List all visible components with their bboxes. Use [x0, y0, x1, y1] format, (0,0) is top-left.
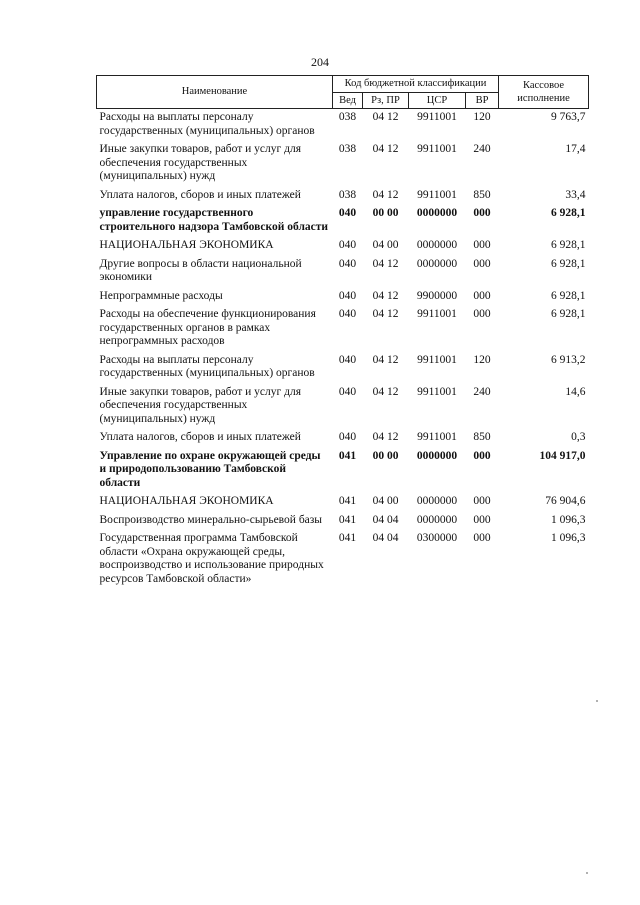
- row-amount: 0,3: [571, 431, 586, 443]
- row-csr: 9900000: [416, 289, 458, 302]
- row-ved: 041: [338, 513, 357, 526]
- row-name: Расходы на обеспечение функционирования государственных органов в рамках непрограммных расходов: [99, 308, 316, 347]
- row-vr: 120: [473, 353, 491, 366]
- row-rz-pr: 04 12: [372, 431, 399, 443]
- row-name: Уплата налогов, сборов и иных платежей: [99, 188, 301, 201]
- row-vr: 000: [473, 308, 491, 320]
- row-vr: 000: [473, 207, 491, 219]
- row-vr: 000: [473, 257, 491, 270]
- table-row: [97, 530, 589, 589]
- row-ved: 040: [338, 385, 357, 398]
- row-name: Иные закупки товаров, работ и услуг для обеспечения государственных (муниципальных) нужд: [99, 143, 301, 182]
- row-ved: 040: [338, 289, 357, 302]
- row-rz-pr: 04 12: [372, 289, 399, 302]
- header-cash-execution: Кассовое исполнение: [499, 76, 589, 109]
- row-rz-pr: 04 12: [372, 308, 399, 320]
- row-ved: 041: [338, 495, 357, 507]
- row-ved: 040: [338, 353, 357, 366]
- row-name: Воспроизводство минерально-сырьевой базы: [99, 513, 323, 526]
- row-ved: 038: [338, 143, 357, 155]
- row-rz-pr: 04 00: [372, 239, 399, 251]
- row-csr: 9911001: [417, 431, 457, 443]
- row-vr: 240: [473, 143, 491, 155]
- row-rz-pr: 04 04: [372, 513, 399, 526]
- row-ved: 038: [338, 188, 357, 201]
- row-amount: 1 096,3: [551, 513, 586, 526]
- row-amount: 6 928,1: [551, 207, 586, 219]
- row-amount: 6 928,1: [551, 289, 586, 302]
- table-row-department: [97, 205, 589, 237]
- table-body: [97, 109, 589, 590]
- row-name: НАЦИОНАЛЬНАЯ ЭКОНОМИКА: [99, 239, 274, 251]
- row-ved: 040: [338, 207, 357, 219]
- row-vr: 000: [473, 289, 491, 302]
- scan-speck: [596, 700, 598, 702]
- row-amount: 104 917,0: [539, 449, 586, 462]
- scan-speck: [586, 872, 588, 874]
- table-row: [97, 512, 589, 531]
- table-row: [97, 306, 589, 352]
- row-name: Расходы на выплаты персоналу государственных (муниципальных) органов: [99, 353, 315, 379]
- row-amount: 9 763,7: [551, 111, 586, 123]
- row-csr: 0000000: [416, 257, 458, 270]
- row-ved: 040: [338, 308, 357, 320]
- row-vr: 000: [473, 239, 491, 251]
- row-name: Уплата налогов, сборов и иных платежей: [99, 431, 301, 443]
- row-vr: 240: [473, 385, 491, 398]
- table-row: [97, 187, 589, 206]
- row-rz-pr: 04 12: [372, 353, 399, 366]
- row-ved: 038: [338, 111, 357, 123]
- table-row: [97, 141, 589, 187]
- row-vr: 000: [473, 495, 491, 507]
- row-amount: 17,4: [565, 143, 586, 155]
- row-amount: 76 904,6: [545, 495, 586, 507]
- row-name: Государственная программа Тамбовской области «Охрана окружающей среды, воспроизводство и использование природных ресурсов Тамбовской области»: [99, 532, 324, 585]
- row-amount: 6 913,2: [551, 353, 586, 366]
- row-vr: 000: [473, 449, 491, 462]
- row-amount: 6 928,1: [551, 239, 586, 251]
- row-csr: 0000000: [416, 495, 458, 507]
- budget-table: [96, 75, 589, 589]
- table-header: [97, 76, 589, 109]
- row-csr: 9911001: [417, 353, 457, 366]
- row-ved: 041: [338, 449, 357, 462]
- row-csr: 9911001: [417, 188, 457, 201]
- table-row: [97, 237, 589, 256]
- row-csr: 0300000: [416, 532, 458, 544]
- row-csr: 9911001: [417, 308, 457, 320]
- row-csr: 9911001: [417, 385, 457, 398]
- row-name: Иные закупки товаров, работ и услуг для обеспечения государственных (муниципальных) нужд: [99, 385, 301, 425]
- table-row: [97, 493, 589, 512]
- row-csr: 0000000: [416, 513, 458, 526]
- row-rz-pr: 00 00: [372, 449, 399, 462]
- row-vr: 120: [473, 111, 491, 123]
- row-rz-pr: 04 12: [372, 111, 399, 123]
- row-csr: 0000000: [416, 239, 458, 251]
- header-ved: Вед: [333, 92, 363, 109]
- row-name: Непрограммные расходы: [99, 289, 223, 302]
- header-classification-code: Код бюджетной классификации: [333, 76, 499, 93]
- table-row: [97, 429, 589, 448]
- header-name: Наименование: [97, 76, 333, 109]
- table-row: [97, 384, 589, 430]
- table-row: [97, 109, 589, 142]
- row-ved: 040: [338, 431, 357, 443]
- row-csr: 0000000: [416, 207, 458, 219]
- row-rz-pr: 04 12: [372, 143, 399, 155]
- row-name: Расходы на выплаты персоналу государственных (муниципальных) органов: [99, 111, 315, 137]
- row-vr: 850: [473, 431, 491, 443]
- row-ved: 041: [338, 532, 357, 544]
- row-name: Другие вопросы в области национальной экономики: [99, 257, 302, 283]
- row-amount: 14,6: [565, 385, 586, 398]
- row-name: управление государственного строительного надзора Тамбовской области: [99, 207, 329, 233]
- row-rz-pr: 00 00: [372, 207, 399, 219]
- table-row: [97, 288, 589, 307]
- row-rz-pr: 04 04: [372, 532, 399, 544]
- row-ved: 040: [338, 239, 357, 251]
- row-name: НАЦИОНАЛЬНАЯ ЭКОНОМИКА: [99, 495, 274, 507]
- row-amount: 1 096,3: [551, 532, 586, 544]
- row-vr: 000: [473, 513, 491, 526]
- row-csr: 0000000: [416, 449, 458, 462]
- row-rz-pr: 04 12: [372, 257, 399, 270]
- row-csr: 9911001: [417, 143, 457, 155]
- row-vr: 000: [473, 532, 491, 544]
- table-row: [97, 352, 589, 384]
- header-csr: ЦСР: [409, 92, 466, 109]
- row-amount: 6 928,1: [551, 257, 586, 270]
- row-rz-pr: 04 00: [372, 495, 399, 507]
- row-name: Управление по охране окружающей среды и природопользованию Тамбовской области: [99, 449, 321, 489]
- header-vr: ВР: [466, 92, 499, 109]
- table-row-department: [97, 448, 589, 494]
- row-vr: 850: [473, 188, 491, 201]
- header-rz-pr: Рз, ПР: [363, 92, 409, 109]
- row-rz-pr: 04 12: [372, 188, 399, 201]
- row-rz-pr: 04 12: [372, 385, 399, 398]
- row-amount: 6 928,1: [551, 308, 586, 320]
- row-csr: 9911001: [417, 111, 457, 123]
- page-number: 204: [311, 55, 329, 69]
- row-amount: 33,4: [565, 188, 586, 201]
- table-row: [97, 256, 589, 288]
- row-ved: 040: [338, 257, 357, 270]
